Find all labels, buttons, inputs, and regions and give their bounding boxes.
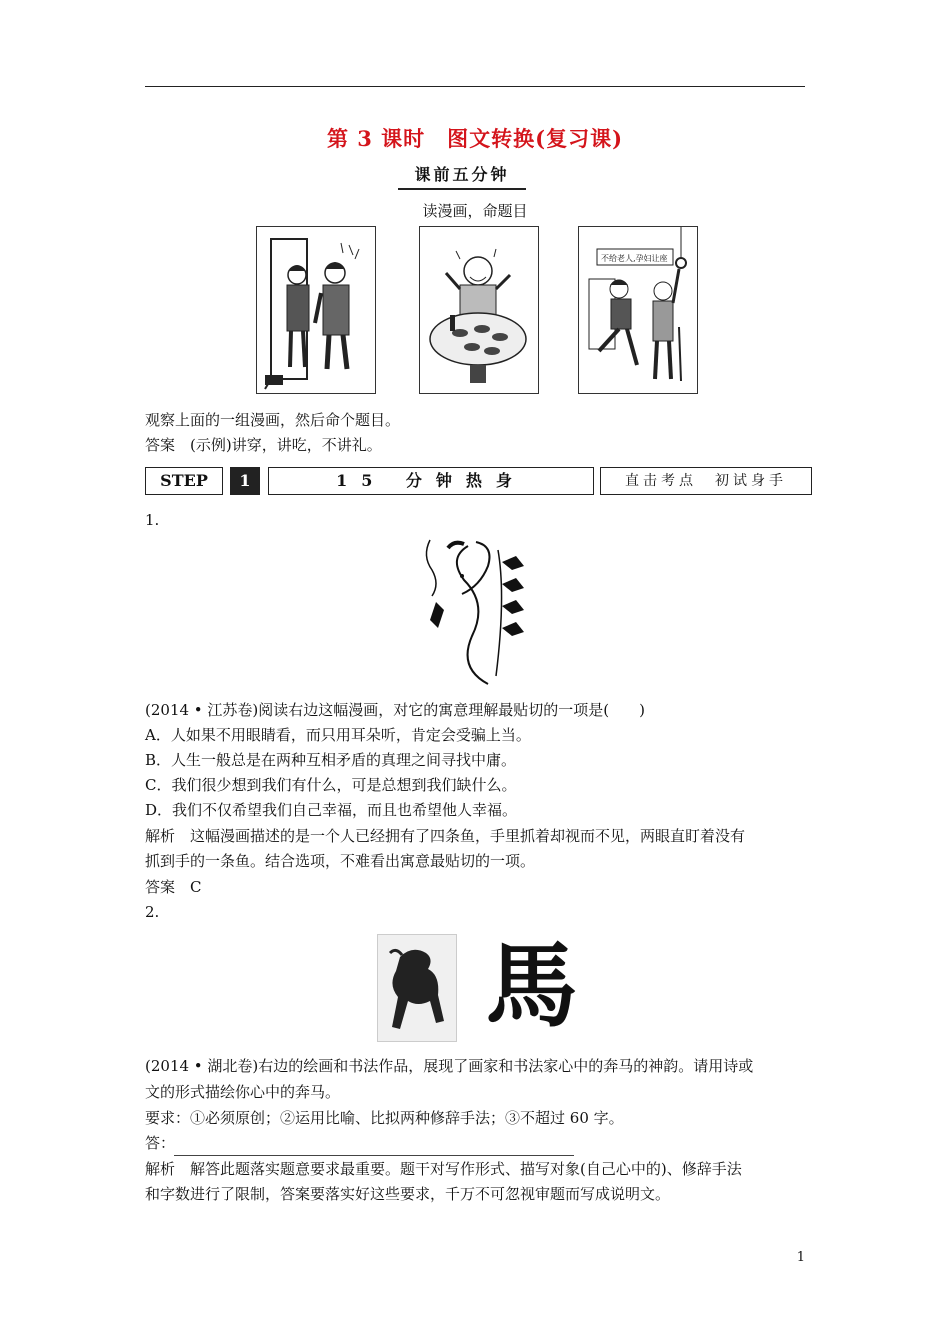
step-tag: 直击考点 初试身手 xyxy=(600,467,812,495)
q2-stem-line-2: 文的形式描绘你心中的奔马。 xyxy=(145,1083,341,1101)
cartoon-mirror xyxy=(256,226,376,394)
observe-answer: 答案 (示例)讲穿，讲吃，不讲礼。 xyxy=(145,436,382,454)
q2-analysis-line-2: 和字数进行了限制，答案要落实好这些要求，千万不可忽视审题而写成说明文。 xyxy=(145,1185,671,1203)
q2-stem-line-1: (2014 • 湖北卷)右边的绘画和书法作品，展现了画家和书法家心中的奔马的神韵。请用诗或 xyxy=(145,1057,754,1075)
q1-option-a: A．人如果不用眼睛看，而只用耳朵听，肯定会受骗上当。 xyxy=(145,726,531,744)
cartoon-bus-seat xyxy=(578,226,698,394)
q1-stem: (2014 • 江苏卷)阅读右边这幅漫画，对它的寓意理解最贴切的一项是( ) xyxy=(145,701,645,719)
q1-analysis-line-2: 抓到手的一条鱼。结合选项，不难看出寓意最贴切的一项。 xyxy=(145,852,536,870)
fish-cartoon-figure xyxy=(418,536,533,688)
cartoon-sign-text: 不给老人,孕妇让座 xyxy=(601,254,668,263)
q2-analysis-line-1: 解析 解答此题落实题意要求最重要。题干对写作形式、描写对象(自己心中的)、修辞手法 xyxy=(145,1160,742,1178)
cartoon-instruction: 读漫画，命题目 xyxy=(422,202,528,220)
cartoon-banquet xyxy=(419,226,539,394)
page-number: 1 xyxy=(796,1250,805,1265)
q1-option-b: B．人生一般总是在两种互相矛盾的真理之间寻找中庸。 xyxy=(145,751,517,769)
observe-prompt: 观察上面的一组漫画，然后命个题目。 xyxy=(145,411,401,429)
step-title: 15 分钟热身 xyxy=(268,467,594,495)
step-label: STEP xyxy=(145,467,223,495)
horse-painting xyxy=(377,934,457,1042)
page-title: 第 3 课时 图文转换(复习课) xyxy=(326,126,624,151)
q1-number: 1. xyxy=(145,511,160,529)
q1-option-d: D．我们不仅希望我们自己幸福，而且也希望他人幸福。 xyxy=(145,801,518,819)
q1-analysis-line-1: 解析 这幅漫画描述的是一个人已经拥有了四条鱼，手里抓着却视而不见，两眼直盯着没有 xyxy=(145,827,746,845)
header-rule xyxy=(145,86,805,87)
section-heading-pre-class: 课前五分钟 xyxy=(398,162,526,190)
step-number: 1 xyxy=(230,467,260,495)
q2-answer-label: 答： xyxy=(145,1134,176,1152)
q1-option-c: C．我们很少想到我们有什么，可是总想到我们缺什么。 xyxy=(145,776,517,794)
q2-requirement: 要求：①必须原创；②运用比喻、比拟两种修辞手法；③不超过 60 字。 xyxy=(145,1109,624,1127)
horse-calligraphy: 馬 xyxy=(485,932,578,1040)
q1-answer: 答案 C xyxy=(145,878,202,896)
q2-number: 2. xyxy=(145,903,160,921)
q2-answer-blank xyxy=(174,1155,574,1156)
